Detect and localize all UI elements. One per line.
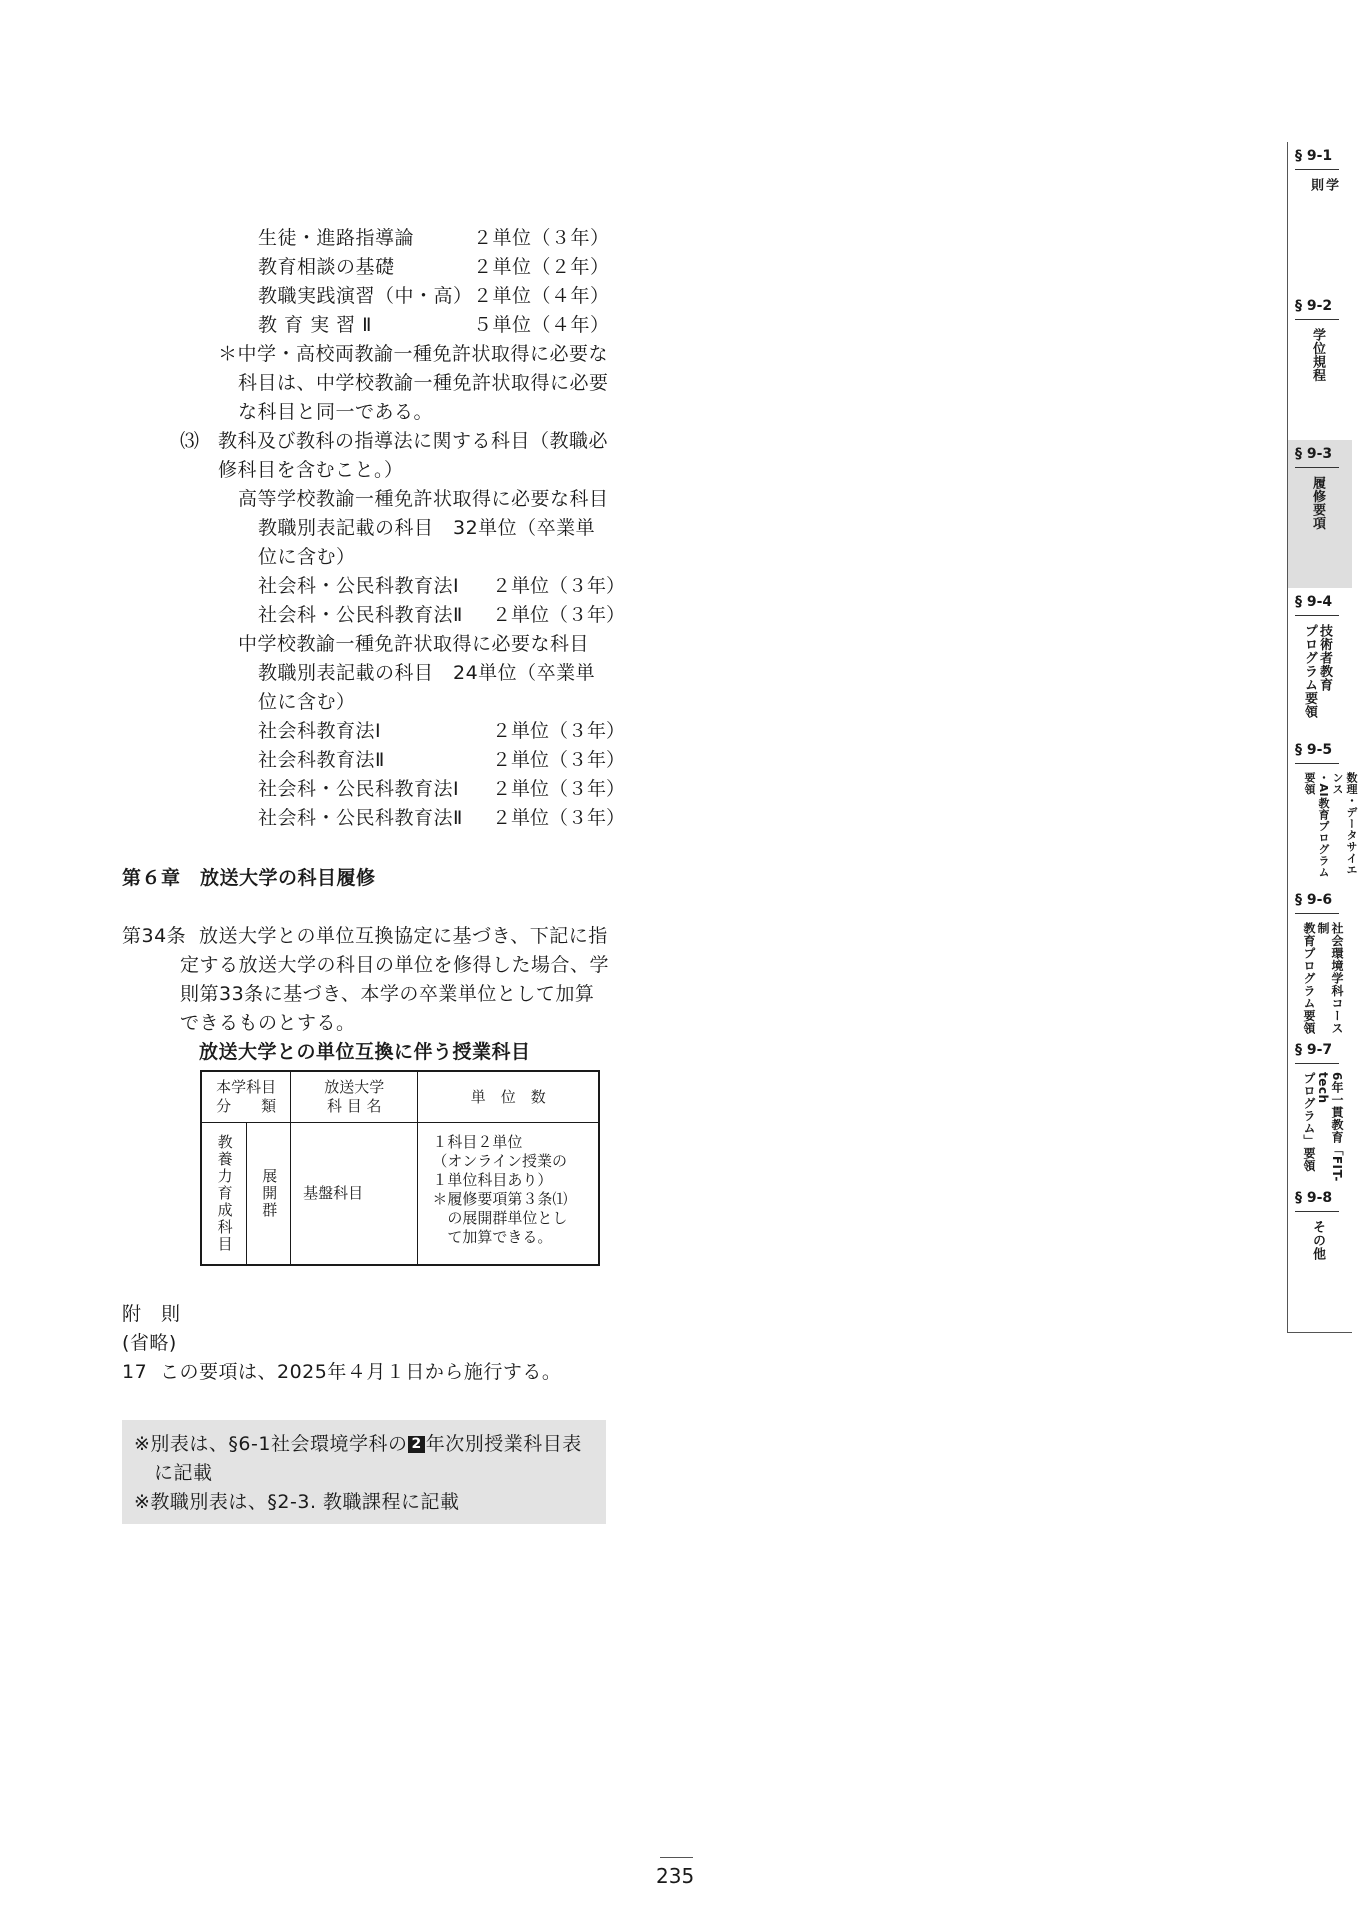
year-badge: 2 xyxy=(408,1436,424,1453)
tab-divider xyxy=(1295,1211,1339,1212)
course-name: 社会科・公民科教育法Ⅱ xyxy=(258,807,463,829)
note-line: に記載 xyxy=(154,1462,213,1484)
article-label: 第34条 xyxy=(122,925,187,947)
course-units: ５単位（４年） xyxy=(473,314,610,336)
tab-9-5[interactable] xyxy=(1287,736,1358,887)
table-header-row xyxy=(201,1071,599,1123)
course-name: 教育相談の基礎 xyxy=(258,256,395,278)
course-units: ２単位（３年） xyxy=(492,778,626,800)
tab-9-1[interactable] xyxy=(1287,142,1352,293)
course-name: 社会科・公民科教育法Ⅱ xyxy=(258,604,463,626)
course-name: 社会科・公民科教育法Ⅰ xyxy=(258,575,460,597)
units-cell: １科目２単位 （オンライン授業の １単位科目あり） ＊履修要項第３条⑴ の展開群単位とし て加算できる。 xyxy=(418,1123,599,1265)
page-number-rule xyxy=(660,1857,693,1858)
chapter-heading: 第６章 放送大学の科目履修 xyxy=(122,867,376,889)
note-line: ＊中学・高校両教諭一種免許状取得に必要な xyxy=(218,343,609,365)
tab-9-3[interactable] xyxy=(1287,440,1352,589)
note-text: ※別表は、§6-1社会環境学科の xyxy=(134,1433,408,1455)
tab-9-2[interactable] xyxy=(1287,292,1352,441)
tab-divider xyxy=(1295,169,1339,170)
article-text: 定する放送大学の科目の単位を修得した場合、学 xyxy=(180,954,610,976)
article-text: 則第33条に基づき、本学の卒業単位として加算 xyxy=(180,983,595,1005)
tab-code: § 9-1 xyxy=(1295,148,1333,164)
course-units: ２単位（３年） xyxy=(492,749,626,771)
credit-line: 位に含む） xyxy=(258,691,356,713)
subcategory-text: 展開群 xyxy=(260,1167,279,1219)
article-text: 放送大学との単位互換協定に基づき、下記に指 xyxy=(199,925,608,947)
course-units: ２単位（３年） xyxy=(473,227,610,249)
tab-label: 6年一貫教育「FIT-tech プログラム」要領 xyxy=(1302,1072,1344,1182)
tab-code: § 9-7 xyxy=(1295,1042,1333,1058)
tab-label: 技術者教育 プログラム要領 xyxy=(1302,624,1332,719)
course-units: ２単位（２年） xyxy=(473,256,610,278)
header-text: 放送大学 xyxy=(324,1078,385,1096)
course-units: ２単位（３年） xyxy=(492,807,626,829)
tab-label: 学 則 xyxy=(1308,178,1338,192)
tab-9-4[interactable] xyxy=(1287,588,1352,737)
course-units: ２単位（３年） xyxy=(492,575,626,597)
tab-divider xyxy=(1295,763,1339,764)
tab-9-6[interactable] xyxy=(1287,886,1352,1037)
note-line: な科目と同一である。 xyxy=(238,401,434,423)
header-units: 単 位 数 xyxy=(418,1071,599,1123)
tab-label: 社会環境学科コース制 教育プログラム要領 xyxy=(1302,922,1344,1035)
tab-9-8[interactable] xyxy=(1287,1184,1352,1333)
header-subject xyxy=(291,1071,418,1123)
course-name: 社会科教育法Ⅰ xyxy=(258,720,382,742)
section-heading: 中学校教諭一種免許状取得に必要な科目 xyxy=(238,633,590,655)
course-units: ２単位（４年） xyxy=(473,285,610,307)
tab-label: その他 xyxy=(1310,1220,1325,1261)
tab-code: § 9-2 xyxy=(1295,298,1333,314)
table-row xyxy=(201,1123,599,1265)
tab-code: § 9-8 xyxy=(1295,1190,1333,1206)
course-name: 教職実践演習（中・高） xyxy=(258,285,473,307)
header-text: 分 類 xyxy=(216,1097,277,1115)
item-text: この要項は、2025年４月１日から施行する。 xyxy=(160,1361,562,1383)
category-text: 教養力育成科目 xyxy=(215,1133,234,1253)
item-number: 17 xyxy=(122,1361,148,1383)
tab-divider xyxy=(1295,1063,1339,1064)
article-text: できるものとする。 xyxy=(180,1012,356,1034)
category-cell xyxy=(201,1123,247,1265)
note-line: 科目は、中学校教諭一種免許状取得に必要 xyxy=(238,372,609,394)
credit-line: 教職別表記載の科目 32単位（卒業単 xyxy=(258,517,596,539)
tab-code: § 9-5 xyxy=(1295,742,1333,758)
tab-code: § 9-4 xyxy=(1295,594,1333,610)
item-text: 修科目を含むこと。） xyxy=(218,459,404,481)
item-text: 教科及び教科の指導法に関する科目（教職必 xyxy=(218,430,609,452)
tab-divider xyxy=(1295,615,1339,616)
note-line xyxy=(134,1430,582,1459)
tab-label: 数理・データサイエンス ・AI教育プログラム要領 xyxy=(1303,772,1358,878)
note-text: 年次別授業科目表 xyxy=(425,1433,582,1455)
tab-9-7[interactable] xyxy=(1287,1036,1352,1185)
item-number: ⑶ xyxy=(180,430,200,452)
header-text: 本学科目 xyxy=(216,1078,277,1096)
page-number: 235 xyxy=(656,1864,695,1888)
course-units: ２単位（３年） xyxy=(492,720,626,742)
tab-label: 学位規程 xyxy=(1310,328,1325,382)
supplementary-title: 附 則 xyxy=(122,1303,181,1325)
credit-line: 位に含む） xyxy=(258,546,356,568)
course-units: ２単位（３年） xyxy=(492,604,626,626)
tab-label: 履修要項 xyxy=(1310,476,1325,530)
credit-line: 教職別表記載の科目 24単位（卒業単 xyxy=(258,662,596,684)
subcategory-cell xyxy=(247,1123,291,1265)
notes-box xyxy=(122,1420,606,1524)
table-caption: 放送大学との単位互換に伴う授業科目 xyxy=(199,1041,531,1063)
course-name: 生徒・進路指導論 xyxy=(258,227,415,249)
header-text: 科 目 名 xyxy=(327,1097,382,1115)
omitted-text: (省略) xyxy=(122,1332,177,1354)
tab-divider xyxy=(1295,467,1339,468)
tab-code: § 9-6 xyxy=(1295,892,1333,908)
course-name: 教 育 実 習 Ⅱ xyxy=(258,314,373,336)
course-name: 社会科・公民科教育法Ⅰ xyxy=(258,778,460,800)
section-heading: 高等学校教諭一種免許状取得に必要な科目 xyxy=(238,488,609,510)
tab-divider xyxy=(1295,319,1339,320)
note-line: ※教職別表は、§2-3. 教職課程に記載 xyxy=(134,1491,460,1513)
credit-transfer-table xyxy=(200,1070,600,1266)
header-category xyxy=(201,1071,291,1123)
tab-divider xyxy=(1295,913,1339,914)
course-name: 社会科教育法Ⅱ xyxy=(258,749,385,771)
subject-cell: 基盤科目 xyxy=(291,1123,418,1265)
tab-code: § 9-3 xyxy=(1295,446,1333,462)
